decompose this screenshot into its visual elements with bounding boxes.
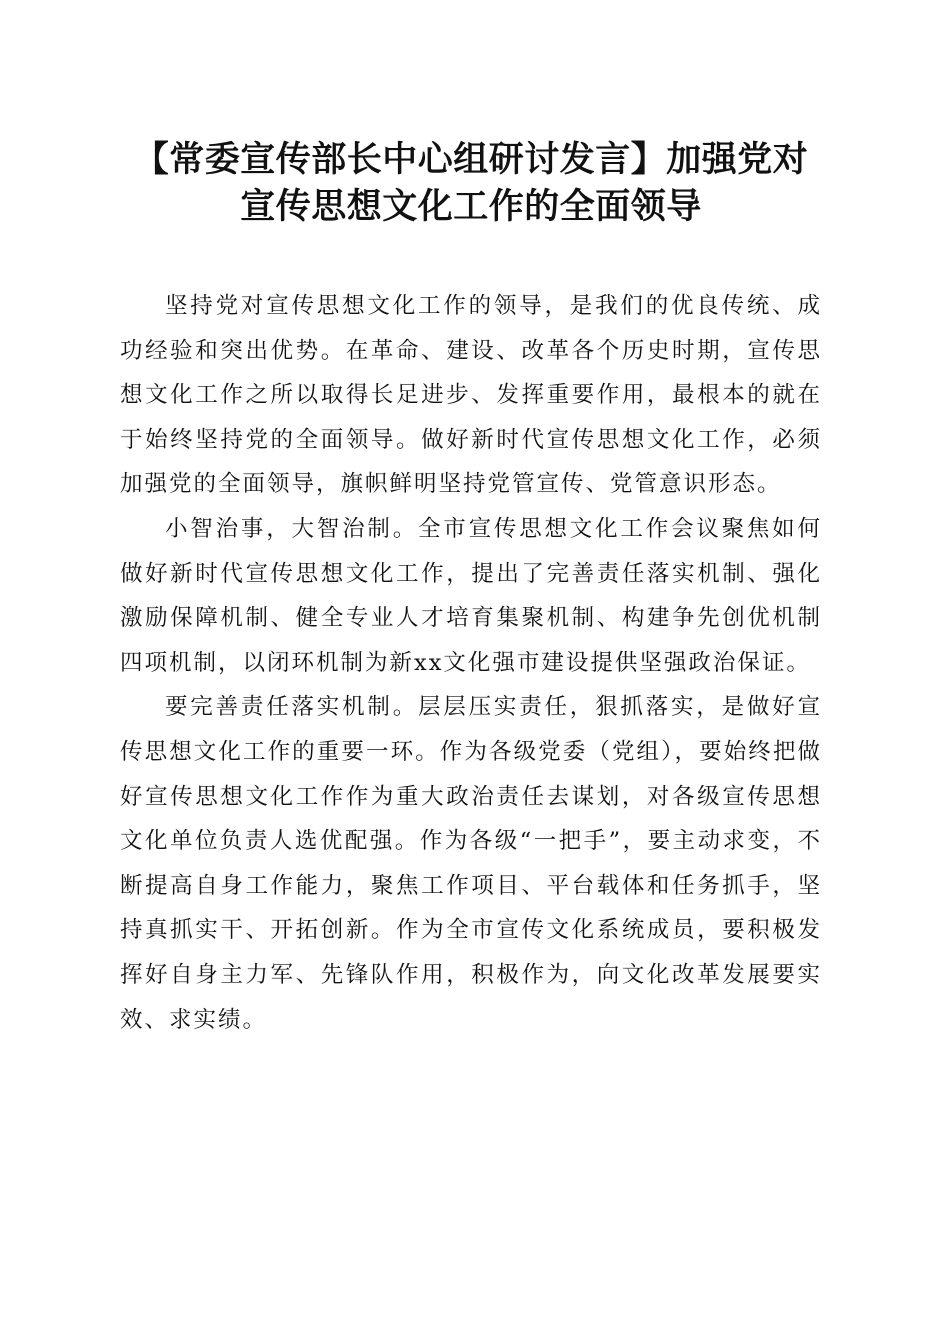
document-title: 【常委宣传部长中心组研讨发言】加强党对宣传思想文化工作的全面领导 xyxy=(133,139,809,227)
paragraph: 要完善责任落实机制。层层压实责任，狠抓落实，是做好宣传思想文化工作的重要一环。作为各级党委（党组），要始终把做好宣传思想文化工作作为重大政治责任去谋划，对各级宣传思想文化单位负责人选优配强。作为各级“一把手”，要主动求变，不断提高自身工作能力，聚焦工作项目、平台载体和任务抓手，坚持真抓实干、开拓创新。作为全市宣传文化系统成员，要积极发挥好自身主力军、先锋队作用，积极作为，向文化改革发展要实效、求实绩。 xyxy=(120,694,822,1033)
document-body xyxy=(120,284,822,1042)
paragraph: 坚持党对宣传思想文化工作的领导，是我们的优良传统、成功经验和突出优势。在革命、建设、改革各个历史时期，宣传思想文化工作之所以取得长足进步、发挥重要作用，最根本的就在于始终坚持党的全面领导。做好新时代宣传思想文化工作，必须加强党的全面领导，旗帜鲜明坚持党管宣传、党管意识形态。 xyxy=(120,293,822,498)
paragraph: 小智治事，大智治制。全市宣传思想文化工作会议聚焦如何做好新时代宣传思想文化工作，提出了完善责任落实机制、强化激励保障机制、健全专业人才培育集聚机制、构建争先创优机制四项机制，以闭环机制为新xx文化强市建设提供坚强政治保证。 xyxy=(120,515,822,676)
document-page xyxy=(120,136,822,1042)
